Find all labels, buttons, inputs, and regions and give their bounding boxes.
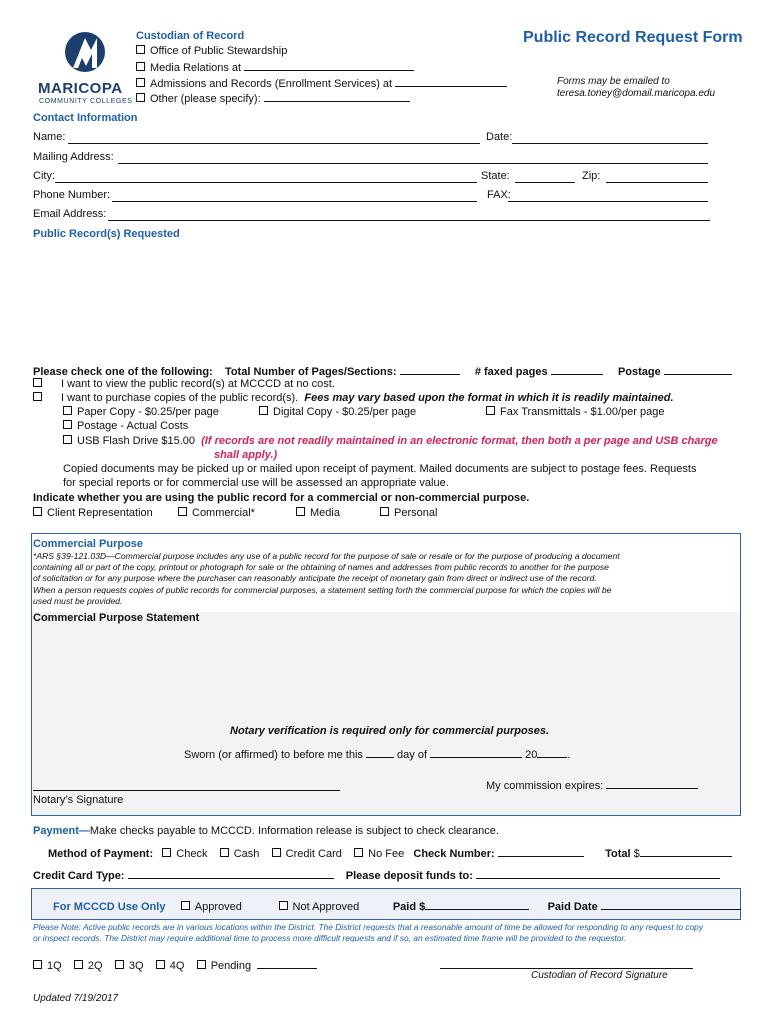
checkbox[interactable] (63, 420, 72, 429)
commercial-heading: Commercial Purpose (33, 538, 144, 550)
updated-date: Updated 7/19/2017 (33, 993, 119, 1004)
checkbox[interactable] (162, 848, 171, 857)
media-relations-field[interactable] (244, 60, 414, 71)
custodian-option-admissions[interactable]: Admissions and Records (Enrollment Services) at (136, 76, 507, 90)
date-field[interactable] (512, 143, 708, 144)
purpose-commercial[interactable]: Commercial* (178, 507, 255, 519)
pay-cash[interactable]: Cash (220, 848, 260, 860)
maricopa-logo-icon (36, 30, 134, 78)
contact-heading: Contact Information (33, 112, 138, 124)
checkbox[interactable] (115, 960, 124, 969)
checkbox[interactable] (220, 848, 229, 857)
paper-option[interactable]: Paper Copy - $0.25/per page (63, 406, 219, 418)
checkbox[interactable] (259, 406, 268, 415)
custodian-signature-label: Custodian of Record Signature (531, 970, 668, 981)
checkbox[interactable] (63, 435, 72, 444)
commission-label: My commission expires: (486, 778, 698, 792)
checkbox[interactable] (178, 507, 187, 516)
commercial-text-4: When a person requests copies of public records for commercial purposes, a statement setting forth the commercial purpose for which the copies will be (33, 585, 612, 595)
checkbox[interactable] (74, 960, 83, 969)
commercial-text-3: of solicitation or for any purpose where the purchaser can reasonably anticipate the receipt of monetary gain from direct or indirect use of the record. (33, 573, 597, 583)
notary-note: Notary verification is required only for commercial purposes. (230, 725, 550, 737)
digital-option[interactable]: Digital Copy - $0.25/per page (259, 406, 416, 418)
total-field[interactable] (640, 846, 732, 857)
custodian-signature-field[interactable] (440, 968, 693, 969)
paid-amount-field[interactable] (425, 899, 529, 910)
checkbox[interactable] (33, 378, 42, 387)
city-field[interactable] (55, 182, 477, 183)
email-field[interactable] (108, 220, 710, 221)
sworn-month-field[interactable] (430, 747, 522, 758)
checkbox[interactable] (136, 62, 145, 71)
state-field[interactable] (515, 182, 575, 183)
admissions-field[interactable] (395, 76, 507, 87)
checkbox[interactable] (136, 78, 145, 87)
not-approved-option[interactable]: Not Approved (279, 901, 360, 913)
check-row: Please check one of the following: Total Number of Pages/Sections: # faxed pages Postage (33, 364, 732, 378)
sworn-year-field[interactable] (537, 747, 567, 758)
checkbox[interactable] (279, 901, 288, 910)
zip-field[interactable] (606, 182, 708, 183)
footer-note-1: Please Note: Active public records are in various locations within the District. The District requests that a reasonable amount of time be allowed for responding to any request to copy (33, 922, 704, 932)
checkbox[interactable] (354, 848, 363, 857)
checkbox[interactable] (33, 960, 42, 969)
logo (36, 30, 134, 110)
purpose-heading: Indicate whether you are using the public record for a commercial or non-commercial purpose. (33, 492, 530, 504)
custodian-option-other[interactable]: Other (please specify): (136, 91, 410, 105)
faxed-pages-field[interactable] (551, 364, 603, 375)
checkbox[interactable] (63, 406, 72, 415)
date-label: Date: (486, 131, 513, 143)
notary-signature-field[interactable] (33, 790, 340, 791)
checkbox[interactable] (156, 960, 165, 969)
mailing-field[interactable] (118, 163, 708, 164)
email-note-line-1: Forms may be emailed to (557, 76, 670, 87)
mailing-label: Mailing Address: (33, 151, 114, 163)
checkbox[interactable] (136, 45, 145, 54)
email-note-line-2: teresa.toney@domail.maricopa.edu (557, 88, 716, 99)
state-label: State: (481, 170, 510, 182)
requested-field[interactable] (33, 244, 713, 356)
usb-note-2: shall apply.) (214, 449, 278, 461)
purpose-client[interactable]: Client Representation (33, 507, 153, 519)
quarter-3q[interactable]: 3Q (115, 960, 144, 972)
payment-line: Payment—Make checks payable to MCCCD. Information release is subject to check clearance. (33, 825, 499, 837)
email-label: Email Address: (33, 208, 107, 220)
office-use-row: For MCCCD Use Only Approved Not Approved Paid $ Paid Date (53, 899, 741, 913)
footer-note-2: or inspect records. The District may require additional time to process more difficult requests and if so, an estimated time frame will be provided to the requestor. (33, 933, 627, 943)
checkbox[interactable] (136, 93, 145, 102)
copied-note-2: for special reports or for commercial use will be assessed an appropriate value. (63, 477, 449, 489)
name-label: Name: (33, 131, 66, 143)
fax-label: FAX: (487, 189, 511, 201)
purpose-media[interactable]: Media (296, 507, 340, 519)
name-field[interactable] (68, 143, 480, 144)
paid-date-field[interactable] (601, 899, 741, 910)
sworn-day-field[interactable] (366, 747, 394, 758)
commission-field[interactable] (606, 778, 698, 789)
fax-field[interactable] (508, 201, 708, 202)
payment-method-row: Method of Payment: Check Cash Credit Card No Fee Check Number: Total $ (48, 846, 732, 860)
checkbox[interactable] (486, 406, 495, 415)
commercial-statement-label: Commercial Purpose Statement (33, 612, 200, 624)
custodian-option-stewardship[interactable]: Office of Public Stewardship (136, 45, 287, 57)
custodian-option-media[interactable]: Media Relations at (136, 60, 414, 74)
check-number-field[interactable] (498, 846, 584, 857)
custodian-title: Custodian of Record (136, 30, 245, 42)
sworn-line: Sworn (or affirmed) to before me this day of 20 . (184, 749, 571, 761)
checkbox[interactable] (380, 507, 389, 516)
commercial-text-5: used must be provided. (33, 596, 123, 606)
quarter-4q[interactable]: 4Q (156, 960, 185, 972)
phone-label: Phone Number: (33, 189, 111, 201)
notary-signature-label: Notary’s Signature (33, 794, 124, 806)
quarter-row (33, 958, 317, 972)
pay-no-fee[interactable]: No Fee (354, 848, 404, 860)
checkbox[interactable] (272, 848, 281, 857)
usb-option[interactable]: USB Flash Drive $15.00 (If records are not readily maintained in an electronic format, then both a per page and USB charge (63, 435, 718, 447)
copied-note-1: Copied documents may be picked up or mailed upon receipt of payment. Mailed documents are subject to postage fees. Requests (63, 463, 697, 475)
quarter-pending[interactable]: Pending (197, 960, 251, 972)
postage-field[interactable] (664, 364, 732, 375)
view-option[interactable]: I want to view the public record(s) at MCCCD at no cost. (33, 378, 335, 390)
checkbox[interactable] (197, 960, 206, 969)
pay-check[interactable]: Check (162, 848, 207, 860)
other-field[interactable] (264, 91, 410, 102)
pending-field[interactable] (257, 958, 317, 969)
approved-option[interactable]: Approved (181, 901, 242, 913)
form-title: Public Record Request Form (523, 29, 743, 46)
checkbox[interactable] (296, 507, 305, 516)
checkbox[interactable] (33, 507, 42, 516)
city-label: City: (33, 170, 55, 182)
deposit-field[interactable] (476, 868, 720, 879)
logo-subtitle: COMMUNITY COLLEGES (39, 98, 133, 105)
requested-heading: Public Record(s) Requested (33, 228, 180, 240)
card-row: Credit Card Type: Please deposit funds to: (33, 868, 720, 882)
pay-credit[interactable]: Credit Card (272, 848, 342, 860)
checkbox[interactable] (181, 901, 190, 910)
fax-option[interactable]: Fax Transmittals - $1.00/per page (486, 406, 664, 418)
quarter-2q[interactable]: 2Q (74, 960, 103, 972)
total-pages-field[interactable] (400, 364, 460, 375)
purchase-option[interactable]: I want to purchase copies of the public record(s). Fees may vary based upon the format in which it is readily maintained. (33, 392, 674, 404)
purpose-personal[interactable]: Personal (380, 507, 437, 519)
logo-name: MARICOPA (38, 80, 123, 97)
postage-option[interactable]: Postage - Actual Costs (63, 420, 188, 432)
phone-field[interactable] (112, 201, 477, 202)
checkbox[interactable] (33, 392, 42, 401)
commercial-text-2: containing all or part of the copy, printout or photograph for sale or the obtaining of names and addresses from public records to another for the purpose (33, 562, 609, 572)
zip-label: Zip: (582, 170, 601, 182)
commercial-text-1: *ARS §39-121.03D—Commercial purpose includes any use of a public record for the purpose of sale or resale or for the purpose of producing a document (33, 551, 620, 561)
commercial-statement-field[interactable] (33, 628, 733, 718)
card-type-field[interactable] (128, 868, 334, 879)
quarter-1q[interactable]: 1Q (33, 960, 62, 972)
